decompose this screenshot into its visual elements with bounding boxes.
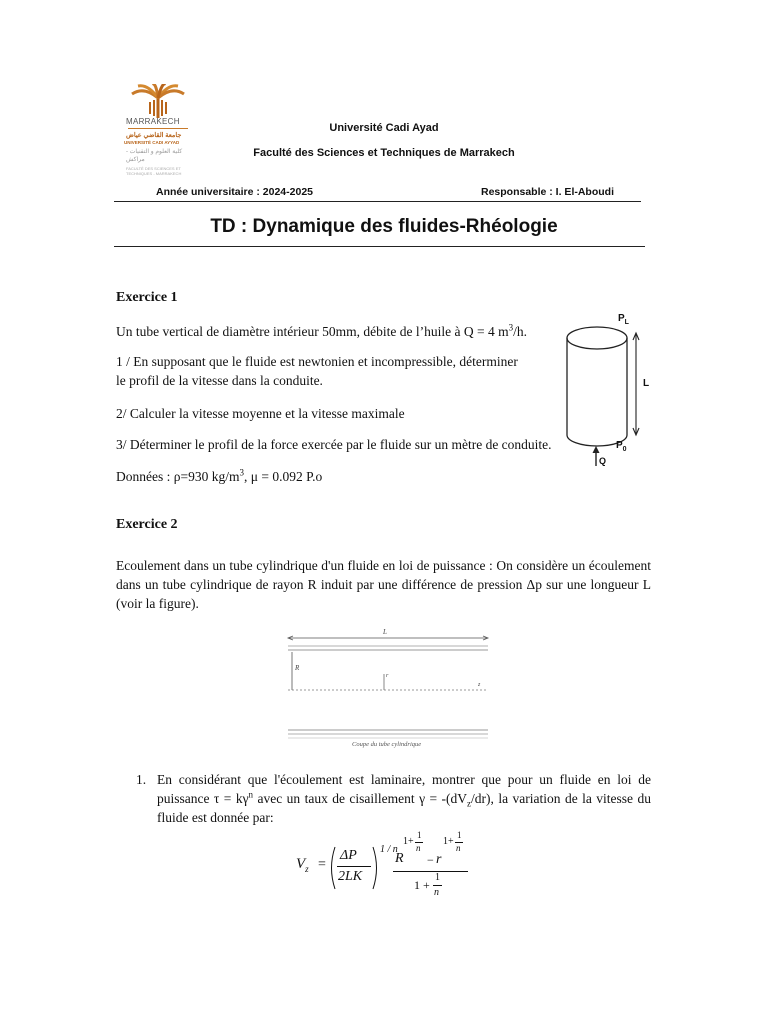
palm-logo-icon: [128, 84, 188, 118]
university-name: Université Cadi Ayad: [329, 122, 439, 134]
formula-denominator-bar: [433, 885, 442, 886]
logo-city: MARRAKECH: [126, 117, 180, 126]
exercise1-data: Données : ρ=930 $kg/m^3$, μ = 0.092 P.o: [116, 467, 323, 484]
formula-denominator-one-plus: 1 +: [414, 878, 430, 892]
exercise2-heading: Exercice 2: [116, 517, 178, 532]
formula-main-fraction-bar: [393, 871, 468, 872]
exercise1-q1: 1 / En supposant que le fluide est newtonien et incompressible, déterminer le profil de la vitesse dans la conduite.: [116, 354, 518, 388]
formula-exponent: 1 / n: [380, 844, 398, 855]
formula-dp: ΔP: [340, 848, 357, 863]
logo-fac-fr: FACULTÉ DES SCIENCES ET TECHNIQUES - MARRAKECH: [126, 166, 182, 176]
formula-denominator-one: 1: [435, 872, 440, 883]
tube-r-label: r: [386, 673, 389, 679]
formula-exp2-one-plus: 1+: [443, 836, 454, 847]
velocity-formula: [296, 826, 476, 908]
tube-length-label: L: [383, 628, 387, 636]
formula-denominator-n: n: [434, 887, 439, 898]
item1-number: 1.: [136, 772, 147, 787]
formula-2lk: 2LK: [338, 869, 363, 884]
logo-fac-ar: كلية العلوم و التقنيات - مراكش: [126, 149, 183, 163]
formula-exp2-n: n: [456, 843, 461, 853]
university-logo: [120, 84, 200, 184]
formula-minus: −: [427, 853, 434, 867]
formula-r: r: [436, 852, 442, 867]
title-rule: [114, 246, 645, 247]
formula-equals: =: [318, 857, 326, 872]
exercise1-q2: 2/ Calculer la vitesse moyenne et la vitesse maximale: [116, 406, 405, 421]
responsible: Responsable : I. El-Aboudi: [481, 186, 615, 198]
tube-top-ellipse: [567, 327, 627, 349]
logo-univ-ar: جامعة القاضي عياض: [126, 132, 182, 139]
vertical-tube-figure: [556, 310, 666, 470]
formula-right-paren: [372, 846, 380, 890]
header-rule: [114, 201, 641, 202]
formula-left-paren: [328, 846, 336, 890]
logo-univ-fr: UNIVERSITÉ CADI AYYAD: [124, 140, 180, 145]
label-p0: $P_0$: [616, 440, 627, 453]
tube-section-figure: [284, 628, 494, 756]
exercise1-heading: Exercice 1: [116, 290, 178, 305]
formula-R: R: [395, 851, 404, 866]
flow-arrow-head-icon: [593, 446, 600, 453]
formula-exp1-one: 1: [417, 830, 422, 840]
label-length: L: [643, 378, 650, 389]
formula-exp1-one-plus: 1+: [403, 836, 414, 847]
faculty-name: Faculté des Sciences et Techniques de Marrakech: [253, 147, 515, 159]
exercise1-intro: Un tube vertical de diamètre intérieur 50mm, débite de l’huile à Q = 4 $m^3/h$.: [116, 322, 527, 339]
exercise2-intro: Ecoulement dans un tube cylindrique d'un fluide en loi de puissance : On considère un écoulement dans un tube cylindrique de rayon R induit par une différence de pression Δp sur une longueur L (voir la figure).: [116, 558, 651, 611]
formula-exp1-n: n: [416, 843, 421, 853]
label-pl: $P_L$: [618, 313, 629, 326]
exercise1-q3: 3/ Déterminer le profil de la force exercée par le fluide sur un mètre de conduite.: [116, 437, 552, 452]
page-title: TD : Dynamique des fluides-Rhéologie: [210, 216, 558, 237]
formula-exp2-one: 1: [457, 830, 462, 840]
tube-figure-caption: Coupe du tube cylindrique: [352, 741, 422, 748]
academic-year: Année universitaire : 2024-2025: [156, 186, 313, 198]
formula-fraction-bar-1: [337, 866, 371, 867]
tube-axis-label: z: [478, 682, 481, 688]
formula-lhs: $V_z$: [296, 856, 309, 874]
label-q: Q: [599, 456, 607, 466]
item1-text: En considérant que l'écoulement est laminaire, montrer que pour un fluide en loi de puissance $\tau = k\gamma^n$ avec un taux de cisaillement $\gamma = -(dV_z/dr)$, la variation de la vitesse du fluide est donnée par:: [157, 772, 651, 825]
tube-radius-label: R: [295, 664, 300, 672]
